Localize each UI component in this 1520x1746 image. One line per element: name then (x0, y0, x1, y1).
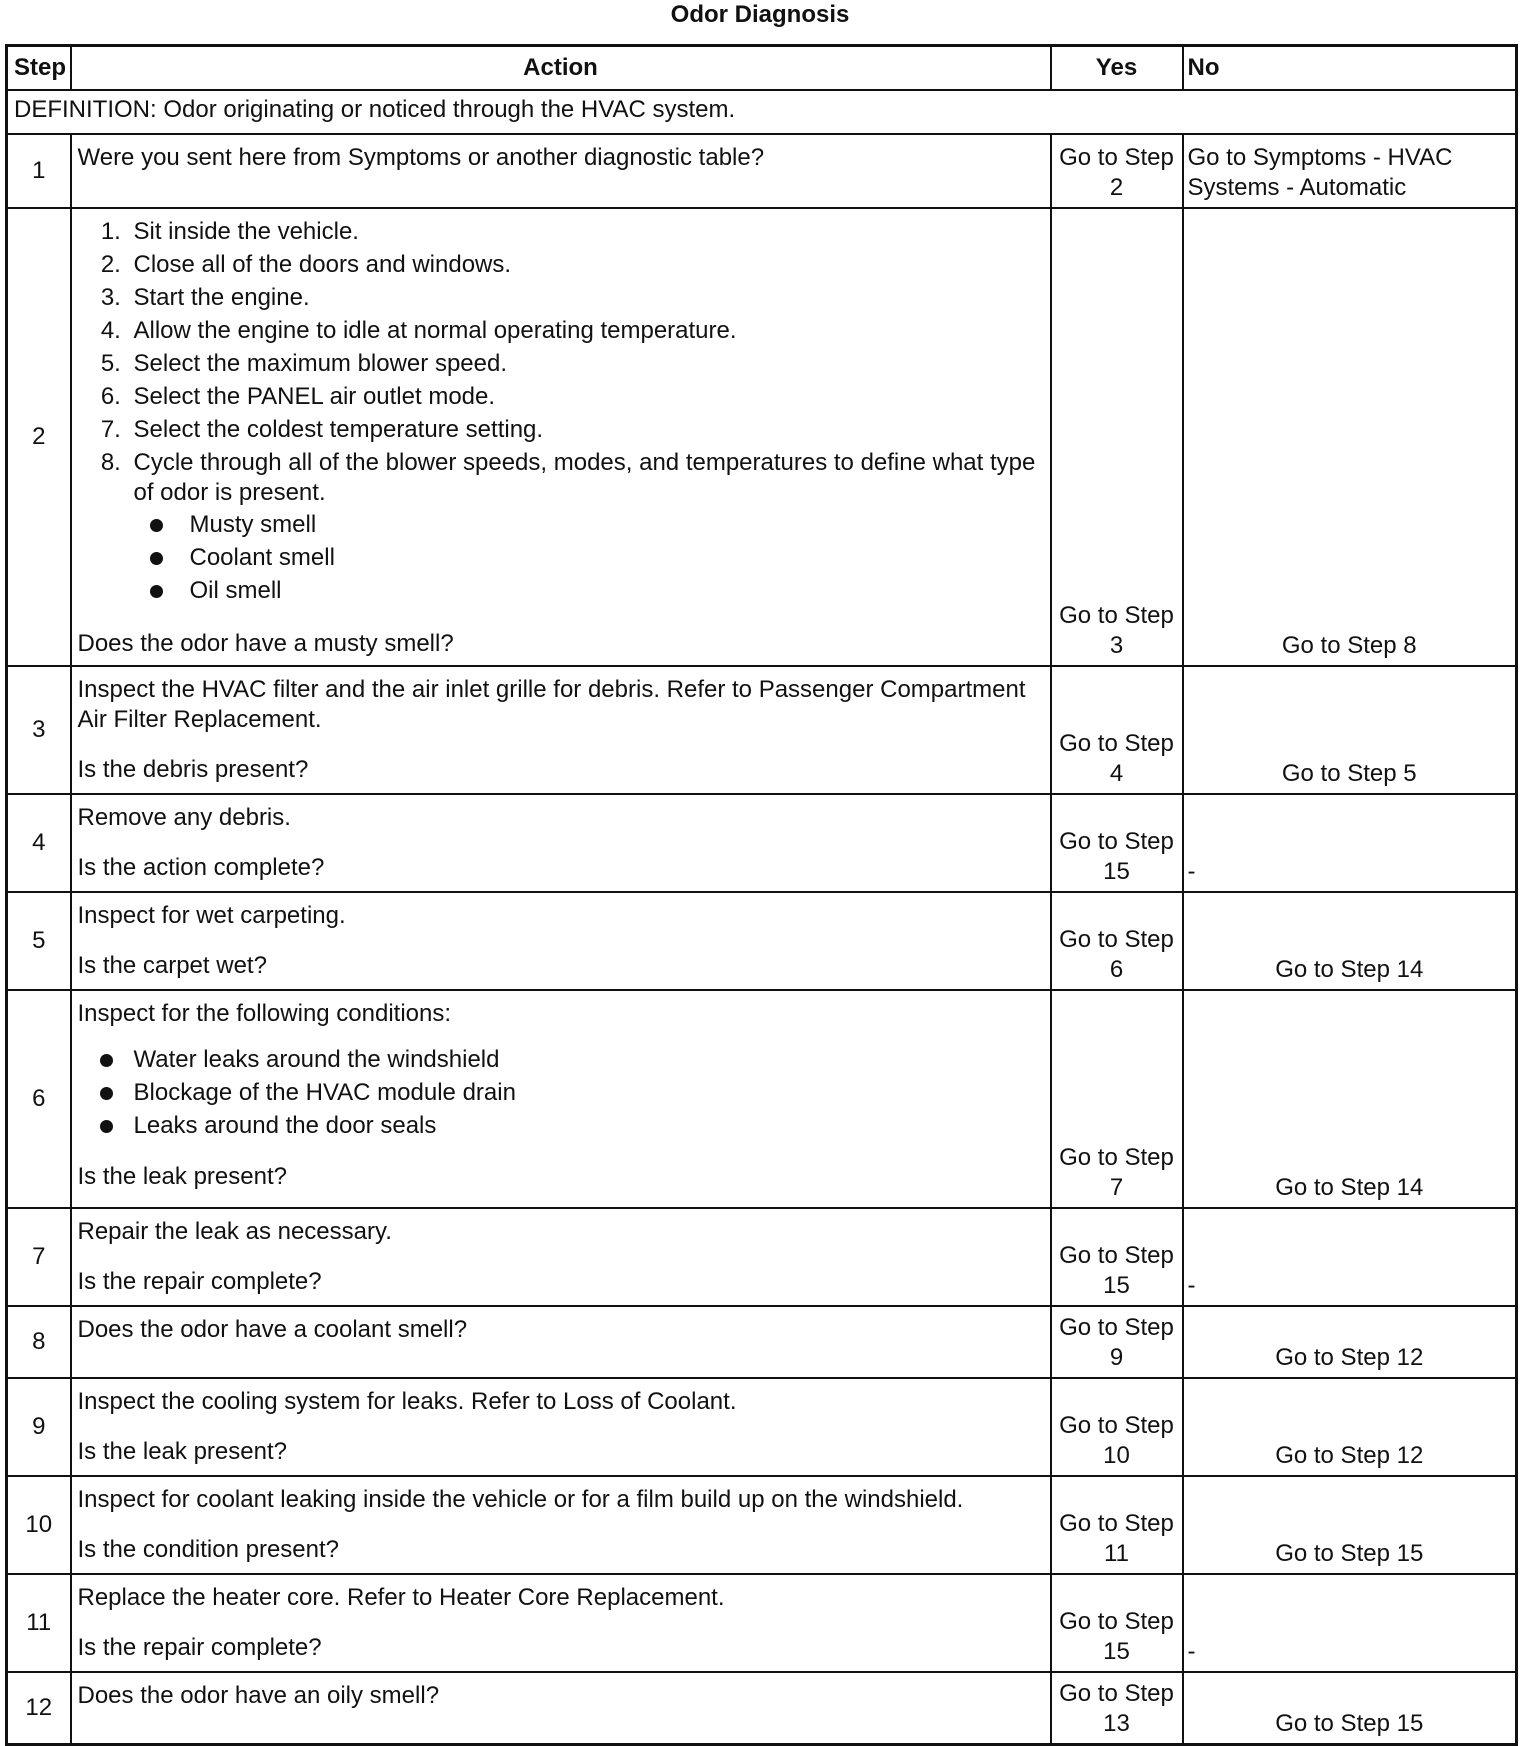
no-cell (1183, 1574, 1517, 1672)
action-text: Does the odor have an oily smell? (77, 1682, 440, 1709)
question-text: Is the carpet wet? (77, 952, 267, 979)
no-text: Go to Step 8 (1281, 632, 1417, 659)
yes-line1: Go to Step (1059, 1412, 1174, 1439)
no-text: Go to Step 5 (1281, 760, 1417, 787)
action-text: Inspect for the following conditions: (77, 1000, 452, 1027)
table-row (7, 134, 1517, 208)
yes-line1: Go to Step (1059, 602, 1174, 629)
no-text: - (1187, 858, 1196, 885)
yes-cell (1051, 1672, 1183, 1744)
action-text: Does the odor have a coolant smell? (77, 1316, 468, 1343)
action-text: Inspect for wet carpeting. (77, 902, 346, 929)
step-number: 3 (7, 666, 71, 794)
bullet-item: Coolant smell (184, 543, 1044, 573)
no-text: Go to Step 15 (1275, 1540, 1424, 1567)
action-cell (71, 1378, 1051, 1476)
action-text: Inspect the cooling system for leaks. Refer to Loss of Coolant. (77, 1388, 737, 1415)
action-cell (71, 1574, 1051, 1672)
list-item: 6. Select the PANEL air outlet mode. (128, 382, 1044, 412)
action-text: Remove any debris. (77, 804, 291, 831)
action-cell (71, 1306, 1051, 1378)
yes-line2: 15 (1103, 1272, 1130, 1299)
no-cell (1183, 134, 1517, 208)
action-text: Inspect for coolant leaking inside the vehicle or for a film build up on the windshield. (77, 1486, 964, 1513)
yes-line1: Go to Step (1059, 1314, 1174, 1341)
bullet-item: Leaks around the door seals (134, 1111, 1044, 1141)
yes-line2: 10 (1103, 1442, 1130, 1469)
yes-cell (1051, 1306, 1183, 1378)
no-cell (1183, 208, 1517, 666)
action-cell (71, 1672, 1051, 1744)
yes-cell (1051, 666, 1183, 794)
no-cell (1183, 1378, 1517, 1476)
action-text: Replace the heater core. Refer to Heater Core Replacement. (77, 1584, 725, 1611)
list-item: 5. Select the maximum blower speed. (128, 349, 1044, 379)
yes-line2: 11 (1104, 1540, 1129, 1567)
no-cell (1183, 892, 1517, 990)
no-cell (1183, 666, 1517, 794)
numbered-list (78, 217, 1044, 606)
no-cell (1183, 1476, 1517, 1574)
step-number: 7 (7, 1208, 71, 1306)
yes-cell (1051, 1378, 1183, 1476)
table-row (7, 666, 1517, 794)
yes-cell (1051, 892, 1183, 990)
yes-line2: 2 (1109, 174, 1124, 201)
table-row (7, 1378, 1517, 1476)
definition-text: DEFINITION: Odor originating or noticed through the HVAC system. (7, 90, 1517, 134)
question-text: Is the condition present? (77, 1536, 340, 1563)
question-text: Is the leak present? (77, 1438, 287, 1465)
yes-line2: 13 (1103, 1709, 1130, 1737)
no-line2: Systems - Automatic (1187, 174, 1407, 201)
bullet-item: Blockage of the HVAC module drain (134, 1078, 1044, 1108)
header-row (7, 46, 1517, 91)
list-item: 2. Close all of the doors and windows. (128, 250, 1044, 280)
yes-line1: Go to Step (1059, 1144, 1174, 1171)
question-text: Is the repair complete? (77, 1268, 322, 1295)
yes-line2: 6 (1109, 956, 1124, 983)
action-cell (71, 1476, 1051, 1574)
action-cell (71, 666, 1051, 794)
list-item: 1. Sit inside the vehicle. (128, 217, 1044, 247)
no-text: Go to Step 12 (1275, 1344, 1424, 1371)
yes-line2: 15 (1103, 858, 1130, 885)
yes-line1: Go to Step (1059, 1608, 1174, 1635)
yes-line2: 3 (1109, 632, 1124, 659)
bullet-item: Musty smell (184, 510, 1044, 540)
step-number: 4 (7, 794, 71, 892)
yes-line1: Go to Step (1059, 828, 1174, 855)
no-text: Go to Step 14 (1275, 956, 1424, 983)
yes-cell (1051, 1476, 1183, 1574)
step-number: 11 (7, 1574, 71, 1672)
step-number: 10 (7, 1476, 71, 1574)
step-number: 8 (7, 1306, 71, 1378)
step-number: 9 (7, 1378, 71, 1476)
table-row (7, 1306, 1517, 1378)
yes-line1: Go to Step (1059, 926, 1174, 953)
step-number: 5 (7, 892, 71, 990)
no-text: - (1187, 1272, 1196, 1299)
bullet-item: Oil smell (184, 576, 1044, 606)
bullet-list (134, 510, 1044, 606)
table-row (7, 1574, 1517, 1672)
bullet-list (78, 1045, 1044, 1141)
action-cell (71, 134, 1051, 208)
page-title: Odor Diagnosis (670, 1, 850, 28)
no-text: Go to Step 14 (1275, 1174, 1424, 1201)
step-number: 12 (7, 1672, 71, 1744)
yes-line1: Go to Step (1059, 1242, 1174, 1269)
yes-cell (1051, 1208, 1183, 1306)
no-cell (1183, 794, 1517, 892)
question-text: Is the leak present? (77, 1163, 287, 1190)
yes-line1: Go to Step (1059, 1679, 1174, 1707)
list-item-text: Cycle through all of the blower speeds, modes, and temperatures to define what type of odor is present. (133, 449, 1036, 506)
bullet-item: Water leaks around the windshield (134, 1045, 1044, 1075)
list-item: 4. Allow the engine to idle at normal operating temperature. (128, 316, 1044, 346)
yes-line2: 9 (1109, 1344, 1124, 1371)
yes-cell (1051, 208, 1183, 666)
action-cell (71, 1208, 1051, 1306)
list-item (128, 448, 1044, 606)
no-text: Go to Step 12 (1275, 1442, 1424, 1469)
yes-cell (1051, 990, 1183, 1208)
no-cell (1183, 1208, 1517, 1306)
header-step: Step (7, 46, 71, 91)
yes-cell (1051, 134, 1183, 208)
action-cell (71, 208, 1051, 666)
table-row (7, 1476, 1517, 1574)
header-action: Action (71, 46, 1051, 91)
table-row (7, 1208, 1517, 1306)
definition-row (7, 90, 1517, 134)
table-row (7, 794, 1517, 892)
question-text: Is the repair complete? (77, 1634, 322, 1661)
table-row (7, 1672, 1517, 1744)
yes-cell (1051, 794, 1183, 892)
table-row (7, 208, 1517, 666)
action-text: Inspect the HVAC filter and the air inlet grille for debris. Refer to Passenger Compartment Air Filter Replacement. (77, 676, 1026, 733)
no-text: Go to Step 15 (1275, 1709, 1424, 1737)
action-text: Were you sent here from Symptoms or another diagnostic table? (77, 144, 765, 171)
no-cell (1183, 990, 1517, 1208)
no-line1: Go to Symptoms - HVAC (1187, 144, 1453, 171)
step-number: 2 (7, 208, 71, 666)
yes-line2: 7 (1109, 1174, 1124, 1201)
list-item: 7. Select the coldest temperature setting. (128, 415, 1044, 445)
question-text: Is the debris present? (77, 756, 309, 783)
action-cell (71, 794, 1051, 892)
question-text: Does the odor have a musty smell? (77, 630, 454, 657)
no-cell (1183, 1672, 1517, 1744)
list-item: 3. Start the engine. (128, 283, 1044, 313)
action-cell (71, 892, 1051, 990)
no-text: - (1187, 1638, 1196, 1665)
yes-line1: Go to Step (1059, 1510, 1174, 1537)
table-row (7, 990, 1517, 1208)
no-cell (1183, 1306, 1517, 1378)
table-row (7, 892, 1517, 990)
yes-line2: 15 (1103, 1638, 1130, 1665)
header-no: No (1183, 46, 1517, 91)
step-number: 6 (7, 990, 71, 1208)
action-text: Repair the leak as necessary. (77, 1218, 392, 1245)
question-text: Is the action complete? (77, 854, 325, 881)
step-number: 1 (7, 134, 71, 208)
yes-line1: Go to Step (1059, 144, 1174, 171)
yes-cell (1051, 1574, 1183, 1672)
action-cell (71, 990, 1051, 1208)
yes-line1: Go to Step (1059, 730, 1174, 757)
odor-diagnosis-table (5, 44, 1518, 1746)
yes-line2: 4 (1109, 760, 1124, 787)
header-yes: Yes (1051, 46, 1183, 91)
